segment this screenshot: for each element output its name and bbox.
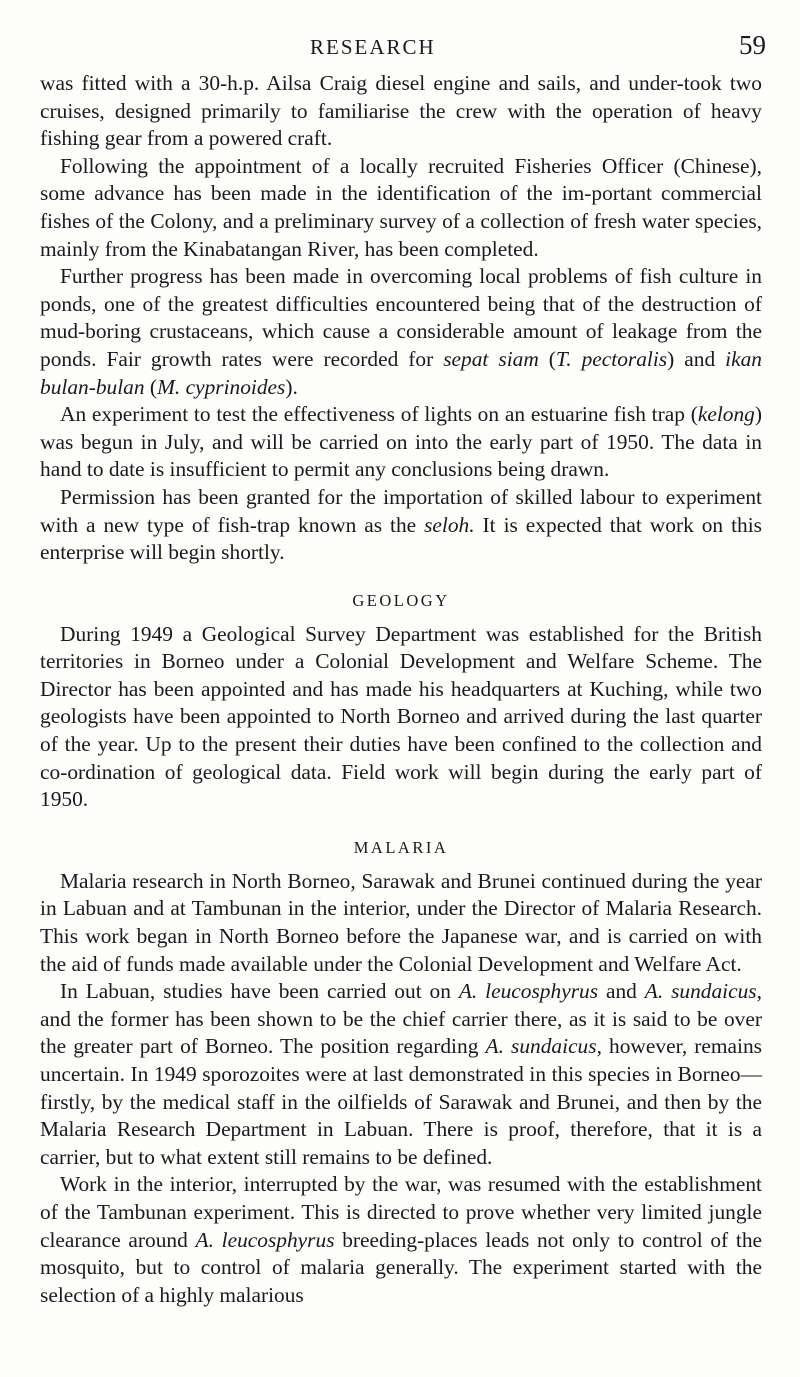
malaria-paragraph-3: Work in the interior, interrupted by the war, was resumed with the establishment of the Tambunan experiment. This is directed to prove whether very limited jungle clearance around A. leucosphyrus breeding-places leads not only to control of the mosquito, but to control of malaria generally. The experiment started with the selection of a highly malarious — [40, 1172, 763, 1307]
malaria-paragraph-2: In Labuan, studies have been carried out on A. leucosphyrus and A. sundaicus, and the former has been shown to be the chief carrier there, as it is said to be over the greater part of Borneo. The position regarding A. sundaicus, however, remains uncertain. In 1949 sporozoites were at last demonstrated in this species in Borneo—firstly, by the medical staff in the oilfields of Sarawak and Brunei, and then by the Malaria Research Department in Labuan. There is proof, therefore, that it is a carrier, but to what extent still remains to be defined. — [40, 979, 762, 1169]
fisheries-paragraph-2: Following the appointment of a locally recruited Fisheries Officer (Chinese), some advance has been made in the identification of the im-portant commercial fishes of the Colony, and a preliminary survey of a collection of fresh water species, mainly from the Kinabatangan River, has been completed. — [40, 153, 762, 261]
page-number: 59 — [739, 30, 766, 60]
running-head — [40, 30, 766, 70]
malaria-paragraph-1: Malaria research in North Borneo, Sarawak and Brunei continued during the year in Labuan and at Tambunan in the interior, under the Director of Malaria Research. This work began in North Borneo before the Japanese war, and is carried on with the aid of funds made available under the Colonial Development and Welfare Act. — [40, 868, 762, 976]
fisheries-paragraph-1: was fitted with a 30-h.p. Ailsa Craig diesel engine and sails, and under-took two cruises, designed primarily to familiarise the crew with the operation of heavy fishing gear from a powered craft. — [40, 71, 762, 151]
malaria-heading: MALARIA — [353, 837, 449, 857]
geology-heading: GEOLOGY — [352, 590, 450, 610]
fisheries-paragraph-3: Further progress has been made in overcoming local problems of fish culture in ponds, one of the greatest difficulties encountered being that of the destruction of mud-boring crustaceans, which cause a considerable amount of leakage from the ponds. Fair growth rates were recorded for sepat siam (T. pectoralis) and ikan bulan-bulan (M. cyprinoides). — [40, 264, 762, 399]
fisheries-paragraph-4: An experiment to test the effectiveness of lights on an estuarine fish trap (kelong) was begun in July, and will be carried on into the early part of 1950. The data in hand to date is insufficient to permit any conclusions being drawn. — [40, 402, 762, 482]
geology-paragraph-1: During 1949 a Geological Survey Department was established for the British territories in Borneo under a Colonial Development and Welfare Scheme. The Director has been appointed and has made his headquarters at Kuching, while two geologists have been appointed to North Borneo and arrived during the last quarter of the year. Up to the present their duties have been confined to the collection and co-ordination of geological data. Field work will begin during the early part of 1950. — [40, 621, 762, 812]
body-text — [40, 70, 762, 1309]
running-title: RESEARCH — [310, 35, 436, 59]
fisheries-paragraph-5: Permission has been granted for the importation of skilled labour to experiment with a new type of fish-trap known as the seloh. It is expected that work on this enterprise will begin shortly. — [40, 484, 762, 565]
document-page — [40, 30, 766, 1309]
